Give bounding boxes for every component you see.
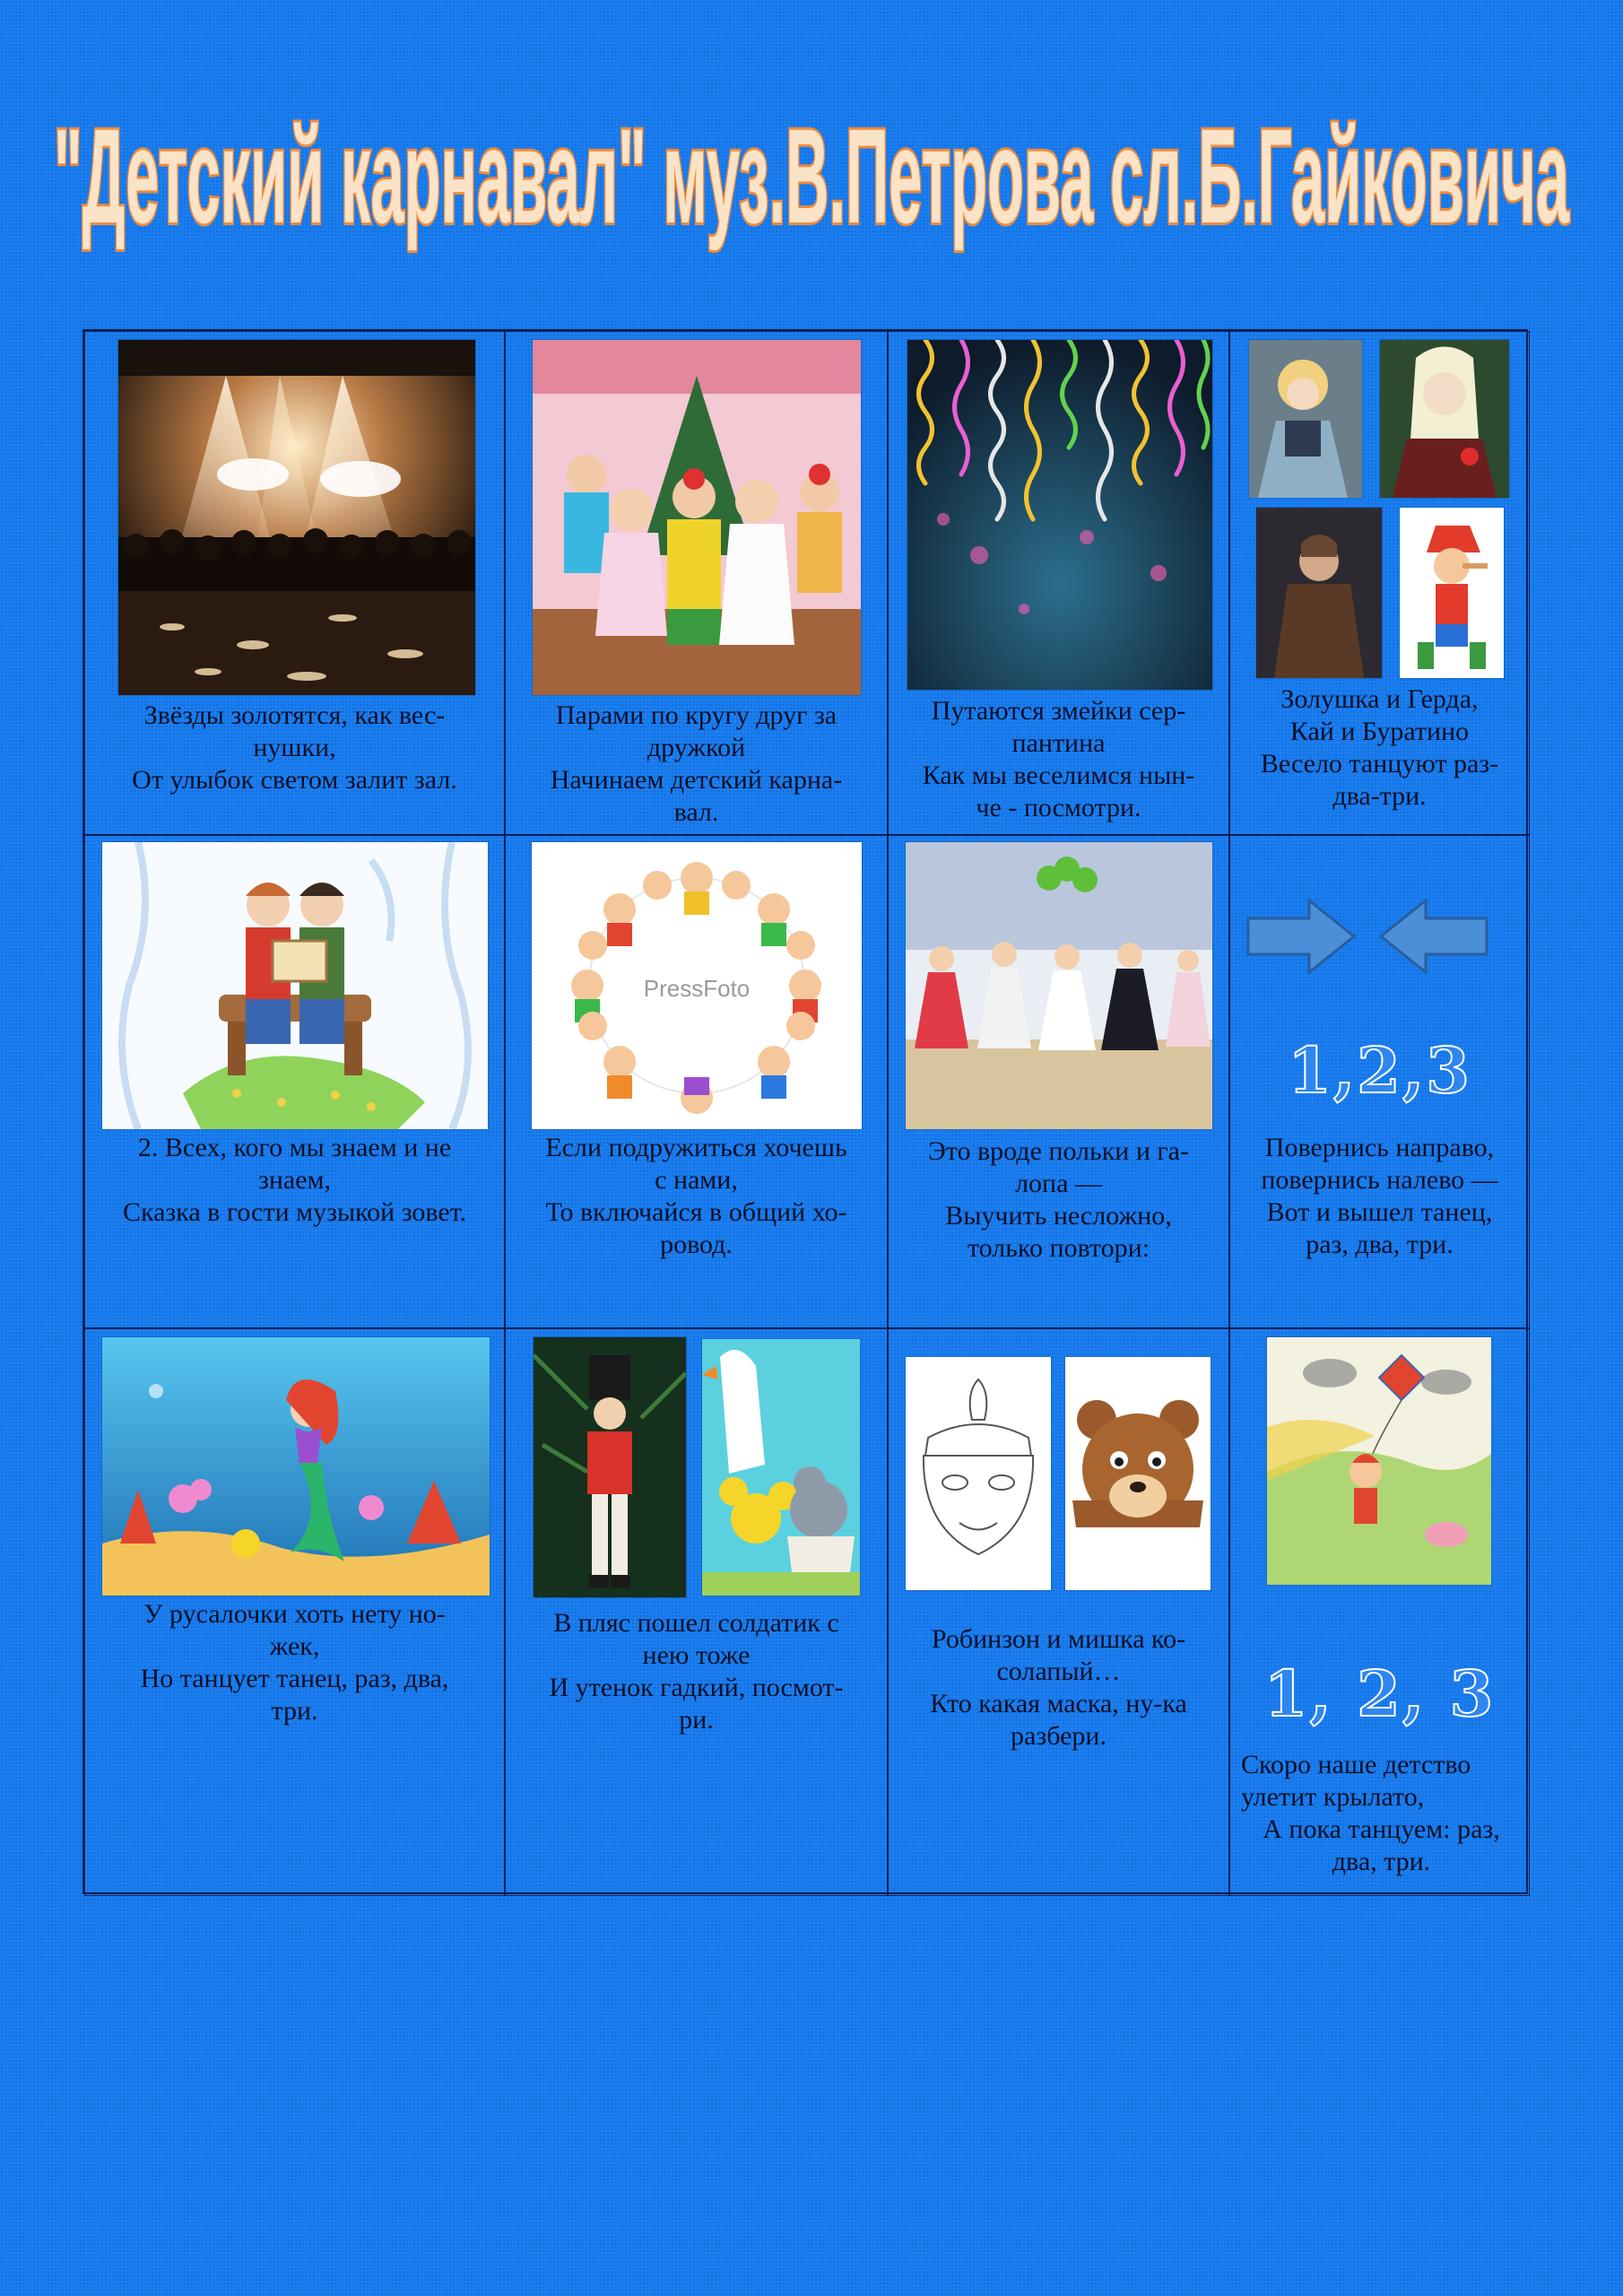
verse-line: Вот и вышел танец, (1266, 1197, 1493, 1227)
tin-soldier-picture (533, 1336, 687, 1598)
little-mermaid-picture (101, 1336, 490, 1596)
verse-line: Повернись направо, (1264, 1133, 1495, 1162)
cinderella-picture (1248, 339, 1363, 499)
verse-line: улетит крылато, (1241, 1782, 1425, 1812)
verse-line: разбери. (1011, 1721, 1107, 1751)
cell-5 (84, 835, 505, 1328)
verse-line: То включайся в общий хо- (545, 1197, 847, 1227)
children-reading-book-picture (101, 841, 489, 1130)
verse-line: нею тоже (642, 1640, 751, 1670)
arrow-right-icon (1246, 899, 1356, 974)
verse-text (506, 700, 887, 829)
verse-text (889, 695, 1228, 824)
verse-line: И утенок гадкий, посмот- (549, 1673, 844, 1702)
cell-1 (84, 331, 505, 835)
cell-11 (888, 1328, 1229, 1896)
dancing-girls-photo (905, 841, 1213, 1130)
verse-line: Выучить несложно, (945, 1201, 1172, 1231)
verse-line: Весело танцуют раз- (1260, 749, 1499, 778)
verse-text (889, 1623, 1228, 1752)
verse-line: Путаются змейки сер- (931, 696, 1186, 726)
robinson-mask-picture (905, 1356, 1052, 1591)
verse-text (85, 1598, 504, 1727)
ugly-duckling-picture (701, 1338, 861, 1596)
verse-text (506, 1132, 887, 1261)
concert-stage-photo (117, 339, 476, 696)
child-drawing-kite-picture (1266, 1336, 1492, 1586)
kai-picture (1255, 507, 1383, 679)
verse-line: Это вроде польки и га- (927, 1136, 1189, 1166)
verse-line: лопа — (1015, 1169, 1102, 1198)
verse-line: Робинзон и мишка ко- (931, 1624, 1186, 1654)
verse-line: Но танцует танец, раз, два, (140, 1664, 449, 1693)
verse-text (506, 1607, 887, 1736)
cell-4 (1229, 331, 1530, 835)
verse-line: Начинаем детский карна- (550, 765, 843, 795)
verse-line: три. (271, 1696, 318, 1726)
serpentine-streamers-photo (907, 339, 1213, 691)
verse-line: солапый… (996, 1657, 1121, 1686)
verse-line: только повтори: (967, 1233, 1150, 1263)
verse-line: 2. Всех, кого мы знаем и не (137, 1133, 452, 1162)
cell-2 (505, 331, 888, 835)
page-title (36, 79, 1587, 285)
verse-line: вал. (673, 797, 719, 827)
verse-line: У русалочки хоть нету но- (143, 1599, 446, 1629)
verse-line: Парами по кругу друг за (555, 700, 838, 730)
verse-line: че - посмотри. (976, 793, 1141, 822)
verse-line: раз, два, три. (1306, 1230, 1454, 1259)
children-round-dance-picture (531, 841, 863, 1130)
verse-line: В пляс пошел солдатик с (553, 1608, 839, 1638)
verse-text (1230, 1132, 1529, 1261)
verse-text (1230, 683, 1529, 813)
verse-line: Звёзды золотятся, как вес- (143, 700, 446, 730)
verse-line: Кай и Буратино (1289, 717, 1470, 746)
song-table (82, 329, 1528, 1894)
verse-line: Если подружиться хочешь (545, 1133, 847, 1162)
buratino-picture (1399, 507, 1505, 679)
verse-text (1241, 1749, 1522, 1878)
verse-line: ровод. (660, 1230, 733, 1259)
verse-line: дружкой (647, 733, 746, 762)
verse-line: Сказка в гости музыкой зовет. (122, 1197, 467, 1227)
verse-text (85, 1132, 504, 1229)
verse-line: А пока танцуем: раз, (1263, 1814, 1500, 1844)
cell-7 (888, 835, 1229, 1328)
watermark-text: PressFoto (643, 975, 751, 1002)
verse-line: знаем, (257, 1165, 332, 1195)
verse-line: ри. (679, 1705, 714, 1735)
kids-carnival-photo (532, 339, 862, 696)
cell-12 (1229, 1328, 1530, 1896)
verse-text (85, 700, 504, 796)
counter-text: 1,2,3 (1288, 1033, 1471, 1108)
title-text: "Детский карнавал" муз.В.Петрова сл.Б.Гайковича (54, 100, 1570, 251)
arrow-left-icon (1379, 899, 1488, 974)
bear-mask-picture (1064, 1356, 1211, 1591)
verse-line: Кто какая маска, ну-ка (930, 1689, 1187, 1718)
verse-line: Золушка и Герда, (1280, 684, 1479, 714)
cell-6 (505, 835, 888, 1328)
verse-line: повернись налево — (1261, 1165, 1498, 1195)
verse-line: Скоро наше детство (1241, 1750, 1471, 1779)
verse-line: пантина (1011, 728, 1106, 758)
verse-line: жек, (269, 1631, 320, 1661)
verse-line: два, три. (1332, 1847, 1431, 1876)
cell-10 (505, 1328, 888, 1896)
verse-line: два-три. (1332, 781, 1427, 811)
verse-line: нушки, (253, 733, 336, 762)
verse-text (889, 1135, 1228, 1265)
verse-line: Как мы веселимся нын- (922, 761, 1195, 790)
counter-text: 1, 2, 3 (1263, 1657, 1496, 1731)
verse-line: с нами, (655, 1165, 738, 1195)
cell-8 (1229, 835, 1530, 1328)
gerda-picture (1379, 339, 1510, 499)
cell-9 (84, 1328, 505, 1896)
verse-line: От улыбок светом залит зал. (132, 765, 457, 795)
cell-3 (888, 331, 1229, 835)
